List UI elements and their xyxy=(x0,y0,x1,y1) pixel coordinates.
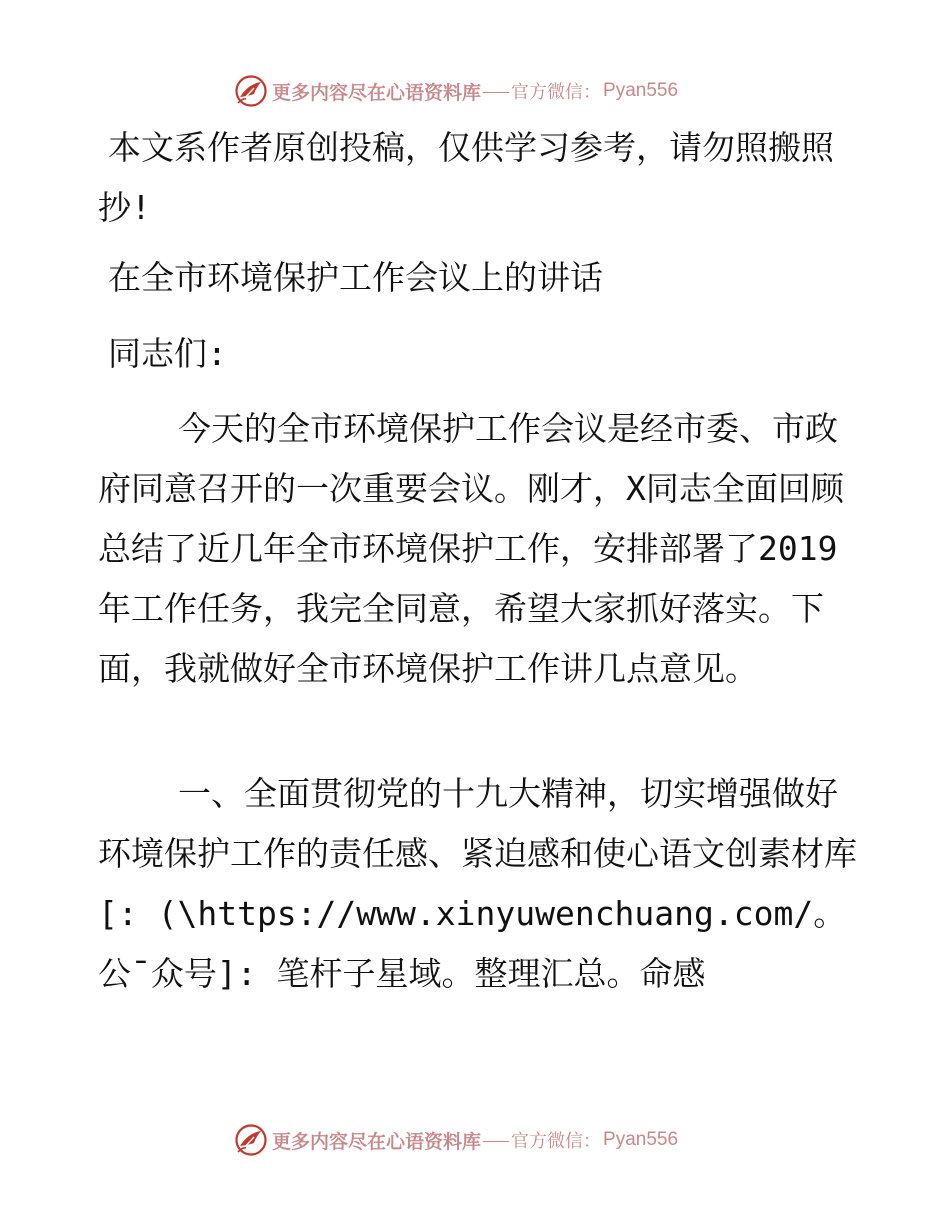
header-watermark xyxy=(234,71,678,111)
pen-logo-icon xyxy=(234,1123,268,1157)
pen-logo-icon xyxy=(234,74,268,108)
watermark-slogan: 更多内容尽在心语资料库 xyxy=(272,1130,482,1153)
watermark-official-label: 官方微信： xyxy=(511,1131,602,1152)
watermark-dash xyxy=(483,1141,509,1142)
body-paragraph-2: 一、全面贯彻党的十九大精神，切实增强做好环境保护工作的责任感、紧迫感和使心语文创素材库[: (\https://www.xinyuwenchuang.com/。公¯众号]: 笔杆子星域。整理汇总。命感 xyxy=(98,774,857,993)
body-paragraph-1: 今天的全市环境保护工作会议是经市委、市政府同意召开的一次重要会议。刚才，X同志全面回顾总结了近几年全市环境保护工作，安排部署了2019年工作任务，我完全同意，希望大家抓好落实。下面，我就做好全市环境保护工作讲几点意见。 xyxy=(98,409,844,688)
watermark-official-label: 官方微信： xyxy=(511,82,602,103)
watermark-dash xyxy=(483,92,509,93)
greeting: 同志们: xyxy=(108,334,227,373)
watermark-wechat-id: Pyan556 xyxy=(603,80,679,101)
copyright-notice: 本文系作者原创投稿，仅供学习参考，请勿照搬照抄! xyxy=(98,128,834,227)
watermark-wechat-id: Pyan556 xyxy=(603,1129,679,1150)
watermark-slogan: 更多内容尽在心语资料库 xyxy=(272,81,482,104)
footer-watermark xyxy=(234,1120,678,1160)
speech-title: 在全市环境保护工作会议上的讲话 xyxy=(108,258,603,297)
